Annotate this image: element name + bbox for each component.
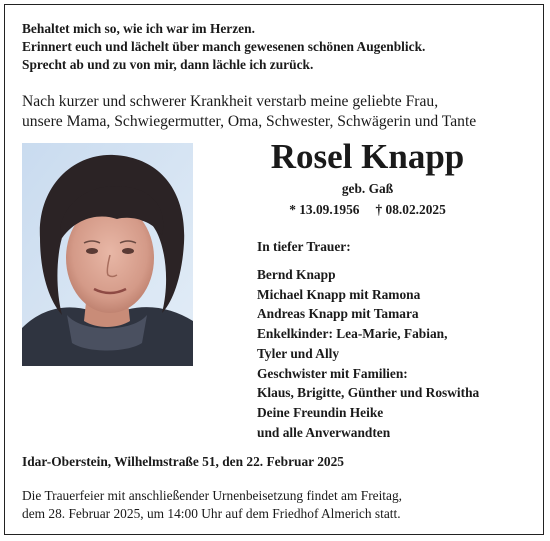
mourner-line: Enkelkinder: Lea-Marie, Fabian,	[257, 326, 448, 342]
mourner-line: Geschwister mit Familien:	[257, 365, 408, 381]
death-date: † 08.02.2025	[375, 202, 446, 217]
mourner-line: Andreas Knapp mit Tamara	[257, 306, 419, 322]
mourner-line: Klaus, Brigitte, Günther und Roswitha	[257, 385, 480, 401]
poem-line: Sprecht ab und zu von mir, dann lächle ich zurück.	[22, 57, 314, 72]
mourner-line: und alle Anverwandten	[257, 424, 391, 440]
poem-line: Erinnert euch und lächelt über manch gewesenen schönen Augenblick.	[22, 39, 426, 54]
poem-line: Behaltet mich so, wie ich war im Herzen.	[22, 21, 255, 36]
announcement-line: Nach kurzer und schwerer Krankheit verstarb meine geliebte Frau,	[22, 93, 439, 110]
mourning-heading: In tiefer Trauer:	[257, 239, 351, 254]
life-dates	[205, 201, 530, 219]
maiden-name: geb. Gaß	[341, 181, 394, 196]
announcement-line: unsere Mama, Schwiegermutter, Oma, Schwester, Schwägerin und Tante	[22, 113, 477, 130]
mourner-line: Deine Freundin Heike	[257, 404, 384, 420]
mourner-line: Michael Knapp mit Ramona	[257, 286, 421, 302]
funeral-line: dem 28. Februar 2025, um 14:00 Uhr auf dem Friedhof Almerich statt.	[22, 506, 401, 521]
funeral-details	[22, 487, 532, 523]
death-announcement	[22, 92, 532, 132]
memorial-poem	[22, 20, 532, 74]
place-and-date: Idar-Oberstein, Wilhelmstraße 51, den 22. Februar 2025	[22, 454, 344, 469]
mourner-line: Tyler und Ally	[257, 345, 340, 361]
deceased-name: Rosel Knapp	[270, 137, 465, 176]
funeral-line: Die Trauerfeier mit anschließender Urnenbeisetzung findet am Freitag,	[22, 488, 403, 503]
mourner-line: Bernd Knapp	[257, 267, 336, 282]
mourners-list	[257, 265, 537, 442]
birth-date: * 13.09.1956	[289, 202, 360, 217]
portrait-photo	[22, 143, 193, 366]
